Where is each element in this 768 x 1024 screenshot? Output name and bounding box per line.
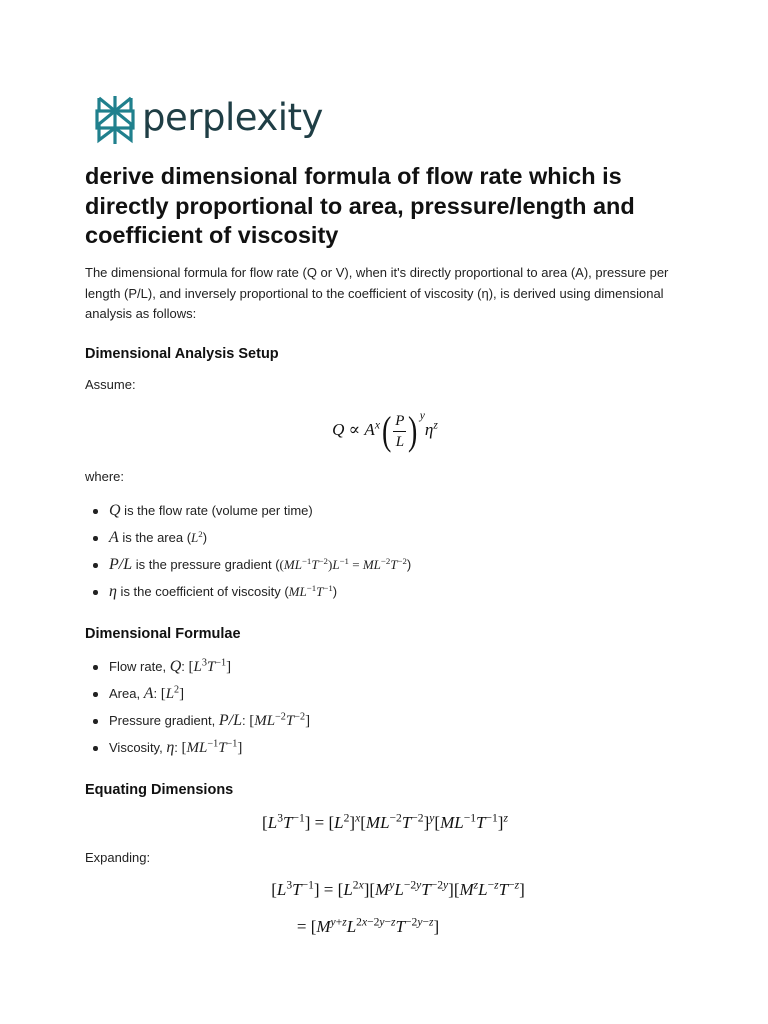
- variable-definitions-list: [85, 497, 411, 605]
- expanded-equation-line-1: $[L^3T^{-1}] = [L^{2x}][M^yL^{-2y}T^{-2y}][M^zL^{-z}T^{-z}]$: [271, 878, 525, 899]
- where-label: where:: [85, 469, 125, 484]
- list-item: Area, A: $[L^2]$: [85, 680, 310, 707]
- list-item: Pressure gradient, P/L: $[ML^{-2}T^{-2}]$: [85, 707, 310, 734]
- list-item: A is the area $(L^2)$: [85, 524, 411, 551]
- perplexity-logo[interactable]: [94, 94, 323, 146]
- page-title: derive dimensional formula of flow rate which is directly proportional to area, pressure/length and coefficient of viscosity: [85, 163, 635, 248]
- intro-paragraph: The dimensional formula for flow rate (Q or V), when it's directly proportional to area (A), pressure per length (P/L), and inversely proportional to the coefficient of viscosity (η), is derived using dimensional analysis as follows:: [85, 265, 669, 321]
- expanded-equation-line-2: = $[M^{y+z}L^{2x-2y-z}T^{-2y-z}]$: [296, 915, 440, 936]
- list-item: Viscosity, η: $[ML^{-1}T^{-1}]$: [85, 734, 310, 761]
- equating-equation: $[L^3T^{-1}] = [L^2]^x[ML^{-2}T^{-2}]^y[ML^{-1}T^{-1}]^z$: [262, 811, 508, 832]
- expanding-label: Expanding:: [85, 850, 151, 865]
- proportionality-equation: $Q \propto A^x$( $\frac{P}{L}$ ) $^y\eta^z$: [332, 408, 438, 454]
- assume-label: Assume:: [85, 377, 136, 392]
- list-item: η is the coefficient of viscosity $(ML^{-1}T^{-1})$: [85, 578, 411, 605]
- dimensional-formulae-list: [85, 653, 310, 761]
- list-item: Q is the flow rate (volume per time): [85, 497, 411, 524]
- list-item: P/L is the pressure gradient $((ML^{-1}T^{-2})L^{-1} = ML^{-2}T^{-2})$: [85, 551, 411, 578]
- perplexity-logo-icon: [94, 94, 136, 146]
- section-heading-formulae: Dimensional Formulae: [85, 626, 241, 642]
- list-item: Flow rate, Q: $[L^3T^{-1}]$: [85, 653, 310, 680]
- brand-name: perplexity: [142, 95, 323, 139]
- section-heading-equating: Equating Dimensions: [85, 782, 234, 798]
- section-heading-setup: Dimensional Analysis Setup: [85, 346, 279, 362]
